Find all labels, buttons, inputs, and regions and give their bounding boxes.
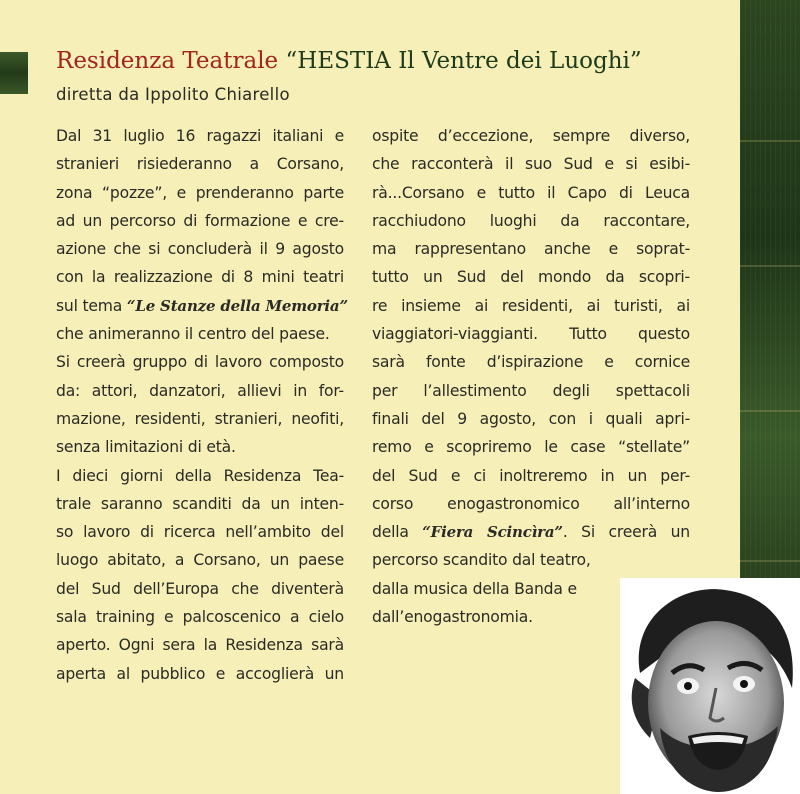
title-residenza: Residenza Teatrale — [56, 48, 279, 74]
text-line-body: so lavoro di ricerca nell’ambito del — [56, 523, 344, 542]
text-line — [372, 405, 690, 433]
text-line — [56, 433, 344, 461]
text-column-right — [372, 122, 690, 631]
text-line-body: azione che si concluderà il 9 agosto — [56, 240, 344, 259]
text-line — [56, 235, 344, 263]
text-line-body: sala training e palcoscenico a cielo — [56, 608, 344, 627]
text-line-body: del Sud dell’Europa che diventerà — [56, 579, 344, 598]
text-line-body: aperto. Ogni sera la Residenza sarà — [56, 636, 344, 655]
text-line — [56, 320, 344, 348]
text-line — [372, 603, 602, 631]
text-line — [56, 348, 344, 376]
text-line-body: percorso scandito dal teatro, — [372, 551, 591, 570]
text-line — [372, 122, 690, 150]
text-line-body: che racconterà il suo Sud e si esibi- — [372, 155, 690, 174]
text-line — [56, 462, 344, 490]
text-line-tail: . Si creerà un — [562, 523, 690, 542]
text-line — [372, 179, 690, 207]
emphasized-title: “Le Stanze della Memoria” — [126, 296, 348, 315]
text-line — [56, 546, 344, 574]
left-decorative-tab — [0, 52, 28, 94]
text-line-body: tutto un Sud del mondo da scopri- — [372, 268, 690, 287]
text-line-body: senza limitazioni di età. — [56, 438, 236, 457]
text-line-body: Si creerà gruppo di lavoro composto — [56, 353, 344, 372]
text-line-body: zona “pozze”, e prenderanno parte — [56, 183, 344, 202]
text-line — [56, 207, 344, 235]
text-line-body: aperta al pubblico e accoglierà un — [56, 664, 344, 683]
text-line-body: rà...Corsano e tutto il Capo di Leuca — [372, 183, 690, 202]
text-line-body: trale saranno scanditi da un inten- — [56, 494, 344, 513]
text-line-body: finali del 9 agosto, con i quali apri- — [372, 409, 690, 428]
text-line — [56, 660, 344, 688]
text-line-body: remo e scopriremo le case “stellate” — [372, 438, 690, 457]
text-line — [56, 518, 344, 546]
text-line-body: sul tema — [56, 296, 127, 315]
text-line — [372, 263, 690, 291]
text-line — [372, 207, 690, 235]
text-line-body: con la realizzazione di 8 mini teatri — [56, 268, 344, 287]
text-line — [372, 490, 690, 518]
text-line-body: stranieri risiederanno a Corsano, — [56, 155, 344, 174]
text-line — [56, 150, 344, 178]
text-line — [56, 631, 344, 659]
text-line-body: che animeranno il centro del paese. — [56, 325, 330, 344]
text-line — [372, 235, 690, 263]
portrait-photo — [620, 578, 800, 794]
text-line — [372, 518, 690, 546]
text-line-body: del Sud e ci inoltreremo in un per- — [372, 466, 690, 485]
text-line — [56, 490, 344, 518]
text-line — [56, 405, 344, 433]
title-hestia: “HESTIA Il Ventre dei Luoghi” — [285, 48, 642, 74]
text-line-body: ad un percorso di formazione e cre- — [56, 211, 344, 230]
text-line-body: mazione, residenti, stranieri, neofiti, — [56, 409, 344, 428]
text-line-body: per l’allestimento degli spettacoli — [372, 381, 690, 400]
page-title — [56, 46, 746, 76]
text-line — [372, 292, 690, 320]
text-line-body: ospite d’eccezione, sempre diverso, — [372, 127, 690, 145]
text-line — [372, 433, 690, 461]
text-line-body: racchiudono luoghi da raccontare, — [372, 211, 690, 230]
text-line-body: da: attori, danzatori, allievi in for- — [56, 381, 344, 400]
text-line-body: re insieme ai residenti, ai turisti, ai — [372, 296, 690, 315]
text-line — [56, 603, 344, 631]
text-line — [372, 320, 690, 348]
text-line-body: I dieci giorni della Residenza Tea- — [56, 466, 344, 485]
text-line-body: viaggiatori-viaggianti. Tutto questo — [372, 325, 690, 344]
subtitle-director: diretta da Ippolito Chiarello — [56, 85, 290, 104]
text-line — [56, 179, 344, 207]
text-line — [56, 377, 344, 405]
portrait-illustration — [620, 578, 800, 794]
text-line-body: dall’enogastronomia. — [372, 608, 533, 627]
text-column-left — [56, 122, 348, 688]
text-line — [372, 348, 690, 376]
emphasized-title: “Fiera Scincìra” — [422, 523, 563, 542]
text-line — [56, 292, 348, 320]
text-line — [372, 377, 690, 405]
text-line-body: della — [372, 523, 423, 542]
text-line-body: ma rappresentano anche e soprat- — [372, 240, 690, 259]
text-line-body: luogo abitato, a Corsano, un paese — [56, 551, 344, 570]
text-line — [56, 575, 344, 603]
text-line — [56, 122, 344, 150]
text-line-body: Dal 31 luglio 16 ragazzi italiani e — [56, 127, 344, 145]
text-line-body: sarà fonte d’ispirazione e cornice — [372, 353, 690, 372]
text-line — [56, 263, 344, 291]
text-line — [372, 546, 602, 574]
text-line — [372, 462, 690, 490]
text-line-body: dalla musica della Banda e — [372, 579, 577, 598]
text-line — [372, 150, 690, 178]
text-line — [372, 575, 602, 603]
text-line-body: corso enogastronomico all’interno — [372, 494, 690, 513]
